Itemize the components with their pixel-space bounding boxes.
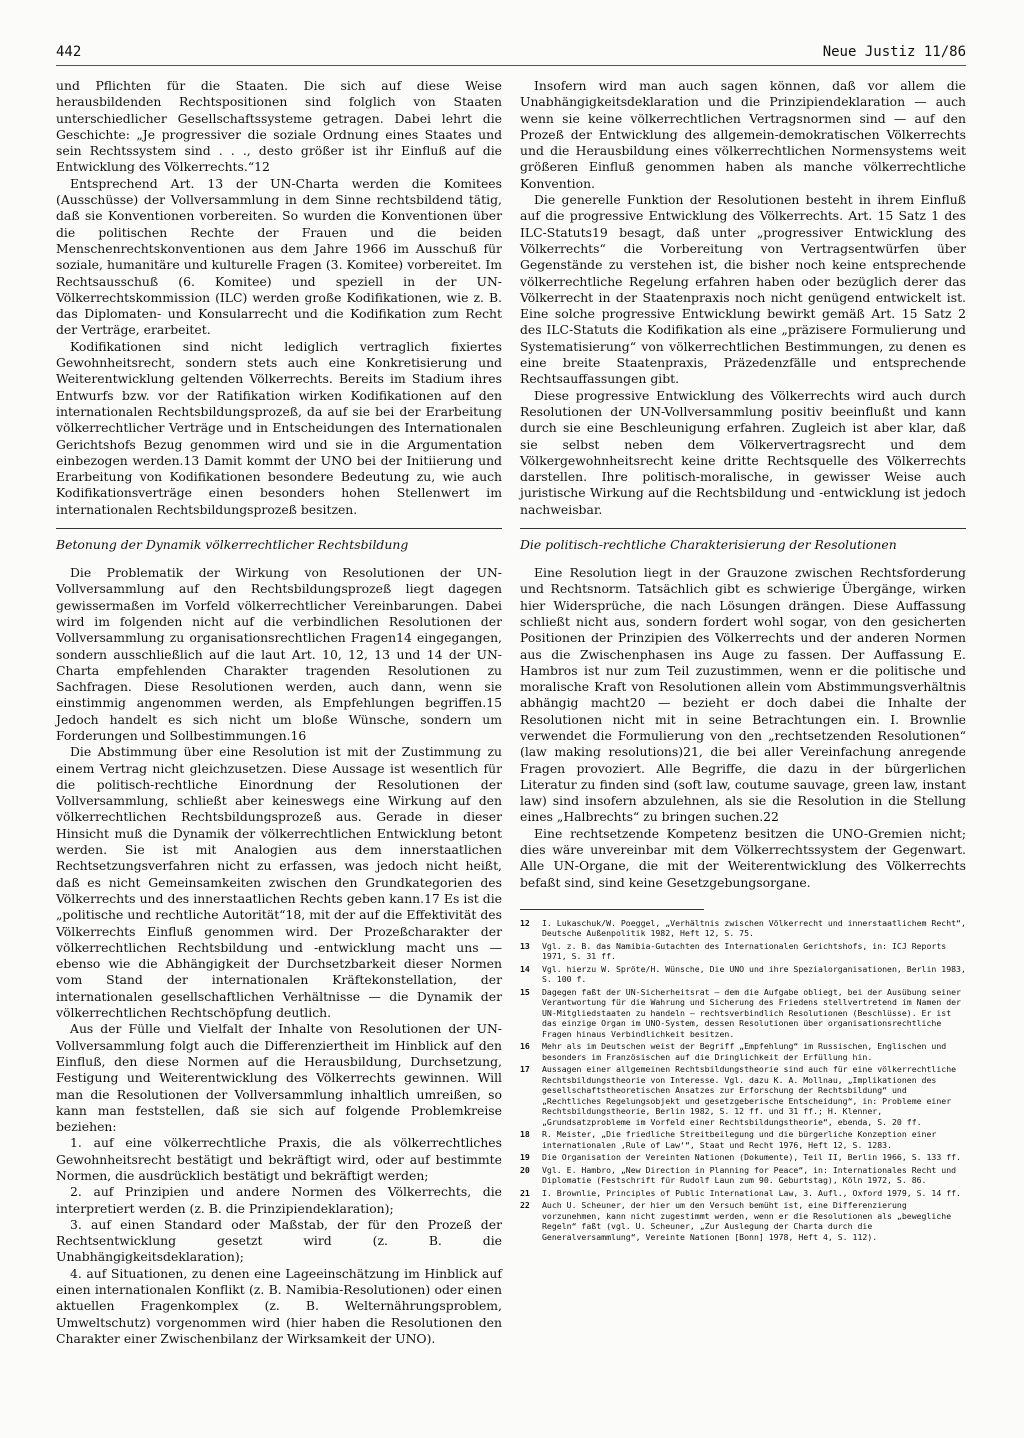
footnote [520, 918, 966, 939]
footnote-text: Vgl. E. Hambro, „New Direction in Planning for Peace“, in: Internationales Recht und Diplomatie (Festschrift für Rudolf Laun zum 90. Geburtstag), Köln 1972, S. 86. [542, 1164, 957, 1186]
section-heading: Die politisch-rechtliche Charakterisierung der Resolutionen [520, 528, 966, 553]
journal-title: Neue Justiz 11/86 [822, 44, 966, 60]
footnote [520, 987, 966, 1040]
footnote-text: Die Organisation der Vereinten Nationen (Dokumente), Teil II, Berlin 1966, S. 133 ff. [542, 1152, 961, 1163]
paragraph: Die Problematik der Wirkung von Resolutionen der UN-Vollversammlung auf den Rechtsbildungsprozeß liegt dagegen gewissermaßen im Vorfeld völkerrechtlicher Vereinbarungen. Dabei wird im folgenden nicht auf die verbindlichen Resolutionen der Vollversammlung zu organisationsrechtlichen Fragen14 eingegangen, sondern ausschließlich auf die laut Art. 10, 12, 13 und 14 der UN-Charta empfehlenden Charakter tragenden Resolutionen zu Sachfragen. Diese Resolutionen werden, auch dann, wenn sie einstimmig angenommen werden, als Empfehlungen begriffen.15 Jedoch handelt es sich nicht um bloße Wünsche, sondern um Forderungen und Sollbestimmungen.16 [56, 565, 502, 743]
footnote [520, 1200, 966, 1242]
page-number: 442 [56, 44, 82, 60]
list-item: 3. auf einen Standard oder Maßstab, der für den Prozeß der Rechtsentwicklung gesetzt wird (z. B. die Unabhängigkeitsdeklaration); [56, 1216, 502, 1265]
paragraph: Die generelle Funktion der Resolutionen besteht in ihrem Einfluß auf die progressive Entwicklung des Völkerrechts. Art. 15 Satz 1 des ILC-Statuts19 besagt, daß unter „progressiver Entwicklung des Völkerrechts“ die Vorbereitung von Vertragsentwürfen über Gegenstände zu verstehen ist, die bisher noch keine entsprechende völkerrechtliche Regelung erfahren haben oder bezüglich derer das Völkerrecht in der Staatenpraxis noch nicht genügend entwickelt ist. Eine solche progressive Entwicklung bewirkt gemäß Art. 15 Satz 2 des ILC-Statuts die Kodifikation als eine „präzisere Formulierung und Systematisierung“ von völkerrechtlichen Bestimmungen, zu denen es eine breite Staatenpraxis, Präzedenzfälle und entsprechende Rechtsauffassungen gibt. [520, 192, 966, 387]
list-item: 2. auf Prinzipien und andere Normen des Völkerrechts, die interpretiert werden (z. B. die Prinzipiendeklaration); [56, 1184, 502, 1216]
left-column [56, 78, 502, 1347]
footnote-divider [520, 909, 704, 910]
paragraph: Die Abstimmung über eine Resolution ist mit der Zustimmung zu einem Vertrag nicht gleichzusetzen. Diese Aussage ist wesentlich für die politisch-rechtliche Einordnung der Resolutionen der Vollversammlung, schließt aber keineswegs eine Wirkung auf den völkerrechtlichen Rechtsbildungsprozeß aus. Gerade in dieser Hinsicht muß die Dynamik der völkerrechtlichen Entwicklung betont werden. Sie ist mit Analogien aus dem innerstaatlichen Rechtsetzungsverfahren nicht zu erfassen, was jedoch nicht heißt, daß es nicht Gemeinsamkeiten zwischen den Grundkategorien des Völkerrechts und des innerstaatlichen Rechts geben kann.17 Es ist die „politische und rechtliche Autorität“18, mit der auf die Effektivität des Völkerrechts Einfluß genommen wird. Der Prozeßcharakter der völkerrechtlichen Rechtsbildung und -entwicklung macht uns — ebenso wie die Abhängigkeit der Durchsetzbarkeit dieser Normen vom Stand der internationalen Kräftekonstellation, der internationalen gesellschaftlichen Verhältnisse — die Dynamik der völkerrechtlichen Rechtschöpfung deutlich. [56, 744, 502, 1021]
footnote-text: Vgl. z. B. das Namibia-Gutachten des Internationalen Gerichtshofs, in: ICJ Reports 1971, S. 31 ff. [542, 940, 947, 962]
footnote-text: Auch U. Scheuner, der hier um den Versuch bemüht ist, eine Differenzierung vorzunehmen, kann nicht zugestimmt werden, wenn er die Resolutionen als „bewegliche Regeln“ faßt (vgl. U. Scheuner, „Zur Auslegung der Charta durch die Generalversammlung“, Vereinte Nationen [Bonn] 1978, Heft 4, S. 112). [542, 1200, 952, 1242]
paragraph: Diese progressive Entwicklung des Völkerrechts wird auch durch Resolutionen der UN-Vollversammlung positiv beeinflußt und kann durch sie eine Beschleunigung erfahren. Zugleich ist aber klar, daß sie selbst neben dem Völkervertragsrecht und dem Völkergewohnheitsrecht keine dritte Rechtsquelle des Völkerrechts darstellen. Ihre politisch-moralische, in gewisser Weise auch juristische Wirkung auf die Rechtsbildung und -entwicklung ist jedoch nachweisbar. [520, 387, 966, 517]
footnote-text: Dagegen faßt der UN-Sicherheitsrat — dem die Aufgabe obliegt, bei der Ausübung seiner Verantwortung für die Wahrung und Sicherung des Friedens stellvertretend im Namen der UN-Mitgliedstaaten zu handeln — rechtsverbindlich Resolutionen (Beschlüsse). Er ist das einzige Organ im UNO-System, dessen Resolutionen über organisationsrechtliche Fragen hinaus Verbindlichkeit besitzen. [542, 986, 961, 1039]
footnote-number: 16 [520, 1041, 530, 1052]
footnote-text: Mehr als im Deutschen weist der Begriff „Empfehlung“ im Russischen, Englischen und besonders im Französischen auf die Dringlichkeit der Erfüllung hin. [542, 1041, 947, 1062]
footnote-text: Aussagen einer allgemeinen Rechtsbildungstheorie sind auch für eine völkerrechtliche Rechtsbildungstheorie von Interesse. Vgl. dazu K. A. Mollnau, „Implikationen des gesellschaftstheoretischen Ansatzes zur Erforschung der Rechtsbildung“ und „Rechtliches Regelungsobjekt und gesetzgeberische Entscheidung“, in: Probleme einer Rechtsbildungstheorie, Berlin 1982, S. 12 ff. und 31 ff.; H. Klenner, „Grundsatzprobleme im Vorfeld einer Rechtsbildungstheorie“, ebenda, S. 20 ff. [542, 1064, 957, 1127]
list-item: 4. auf Situationen, zu denen eine Lageeinschätzung im Hinblick auf einen internationalen Konflikt (z. B. Namibia-Resolutionen) oder einen aktuellen Fragenkomplex (z. B. Welternährungsproblem, Umweltschutz) vorgenommen wird (hier haben die Resolutionen den Charakter einer Zwischenbilanz der Wirksamkeit der UNO). [56, 1265, 502, 1346]
footnote [520, 1188, 966, 1199]
footnote-text: R. Meister, „Die friedliche Streitbeilegung und die bürgerliche Konzeption einer internationalen ‚Rule of Law‘“, Staat und Recht 1976, Heft 12, S. 1283. [542, 1129, 937, 1150]
footnote-number: 19 [520, 1152, 530, 1163]
footnote-text: I. Brownlie, Principles of Public International Law, 3. Aufl., Oxford 1979, S. 14 ff. [542, 1187, 961, 1198]
paragraph: Kodifikationen sind nicht lediglich vertraglich fixiertes Gewohnheitsrecht, sondern stets auch eine Konkretisierung und Weiterentwicklung geltenden Völkerrechts. Bereits im Stadium ihres Entwurfs bzw. vor der Ratifikation wirken Kodifikationen auf den internationalen Rechtsbildungsprozeß, da auf sie bei der Erarbeitung völkerrechtlicher Verträge und in Entscheidungen des Internationalen Gerichtshofs Bezug genommen wird und sie in die Argumentation einbezogen werden.13 Damit kommt der UNO bei der Initiierung und Erarbeitung von Kodifikationen besondere Bedeutung zu, wie auch Kodifikationsverträge einen besonders hohen Stellenwert im internationalen Rechtsbildungsprozeß besitzen. [56, 338, 502, 517]
footnote-number: 20 [520, 1164, 530, 1175]
footnote-number: 13 [520, 940, 530, 951]
footnote [520, 1041, 966, 1062]
section-heading: Betonung der Dynamik völkerrechtlicher Rechtsbildung [56, 528, 502, 553]
page-header [56, 42, 966, 66]
footnote-number: 15 [520, 986, 530, 997]
right-column [520, 78, 966, 1244]
paragraph: Eine rechtsetzende Kompetenz besitzen die UNO-Gremien nicht; dies wäre unvereinbar mit dem Völkerrechtssystem der Gegenwart. Alle UN-Organe, die mit der Weiterentwicklung des Völkerrechts befaßt sind, sind keine Gesetzgebungsorgane. [520, 825, 966, 890]
paragraph: Eine Resolution liegt in der Grauzone zwischen Rechtsforderung und Rechtsnorm. Tatsächlich gibt es schwierige Übergänge, wirken hier Widersprüche, die nach Lösungen drängen. Diese Auffassung schließt nicht aus, sondern fordert wohl sogar, von den gesicherten Positionen der Prinzipien des Völkerrechts und der anderen Normen aus die Zwischenphasen ins Auge zu fassen. Der Auffassung E. Hambros ist nur zum Teil zuzustimmen, wenn er die politische und moralische Kraft von Resolutionen allein vom Abstimmungsverhältnis abhängig macht20 — bezieht er doch dabei die Inhalte der Resolutionen nicht mit in seine Betrachtungen ein. I. Brownlie verwendet die Formulierung von den „rechtsetzenden Resolutionen“ (law making resolutions)21, die bei aller Vereinfachung anregende Fragen provoziert. Alle Begriffe, die dazu in der bürgerlichen Literatur zu finden sind (soft law, coutume sauvage, green law, instant law) sind insofern abzulehnen, als sie die Resolution in die Stellung eines „Halbrechts“ zu bringen suchen.22 [520, 565, 966, 825]
footnote [520, 964, 966, 985]
footnote-number: 21 [520, 1187, 530, 1198]
footnote [520, 1129, 966, 1150]
footnote-number: 18 [520, 1129, 530, 1140]
footnote-text: I. Lukaschuk/W. Poeggel, „Verhältnis zwischen Völkerrecht und innerstaatlichem Recht“, Deutsche Außenpolitik 1982, Heft 12, S. 75. [542, 917, 966, 939]
footnote-number: 12 [520, 917, 530, 928]
footnote-number: 14 [520, 963, 530, 974]
footnote-number: 17 [520, 1064, 530, 1075]
paragraph: Aus der Fülle und Vielfalt der Inhalte von Resolutionen der UN-Vollversammlung folgt auch die Differenziertheit im Hinblick auf den Einfluß, den diese Normen auf die Herausbildung, Durchsetzung, Festigung und Weiterentwicklung des Völkerrechts gewinnen. Will man die Resolutionen der Vollversammlung inhaltlich umreißen, so kann man feststellen, daß sie sich auf folgende Problemkreise beziehen: [56, 1021, 502, 1135]
footnote [520, 1064, 966, 1127]
paragraph: und Pflichten für die Staaten. Die sich auf diese Weise herausbildenden Rechtspositionen sind folglich von Staaten unterschiedlicher Gesellschaftssysteme getragen. Dabei lehrt die Geschichte: „Je progressiver die soziale Ordnung eines Staates und sein Rechtssystem sind . . ., desto größer ist ihr Einfluß auf die Entwicklung des Völkerrechts.“12 [56, 78, 502, 175]
paragraph: Entsprechend Art. 13 der UN-Charta werden die Komitees (Ausschüsse) der Vollversammlung in dem Sinne rechtsbildend tätig, daß sie Konventionen vorbereiten. So wurden die Konventionen über die politischen Rechte der Frauen und die beiden Menschenrechtskonventionen aus dem Jahre 1966 im Ausschuß für soziale, humanitäre und kulturelle Fragen (3. Komitee) vorbereitet. Im Rechtsausschuß (6. Komitee) und speziell in der UN-Völkerrechtskommission (ILC) werden große Kodifikationen, wie z. B. das Diplomaten- und Konsularrecht und die Kodifikation zum Recht der Verträge, erarbeitet. [56, 175, 502, 338]
list-item: 1. auf eine völkerrechtliche Praxis, die als völkerrechtliches Gewohnheitsrecht bestätigt und bekräftigt wird, oder auf bestimmte Normen, die ausdrücklich bestätigt und bekräftigt werden; [56, 1135, 502, 1183]
footnote [520, 1165, 966, 1186]
footnote [520, 1152, 966, 1163]
footnotes [520, 918, 966, 1243]
footnote [520, 941, 966, 962]
footnote-text: Vgl. hierzu W. Spröte/H. Wünsche, Die UNO und ihre Spezialorganisationen, Berlin 1983, S. 100 f. [542, 963, 966, 985]
paragraph: Insofern wird man auch sagen können, daß vor allem die Unabhängigkeitsdeklaration und die Prinzipiendeklaration — auch wenn sie keine völkerrechtlichen Vertragsnormen sind — auf den Prozeß der Entwicklung des allgemein-demokratischen Völkerrechts und die Herausbildung eines völkerrechtlichen Normensystems weit größeren Einfluß genommen haben als manche völkerrechtliche Konvention. [520, 78, 966, 191]
footnote-number: 22 [520, 1200, 530, 1211]
